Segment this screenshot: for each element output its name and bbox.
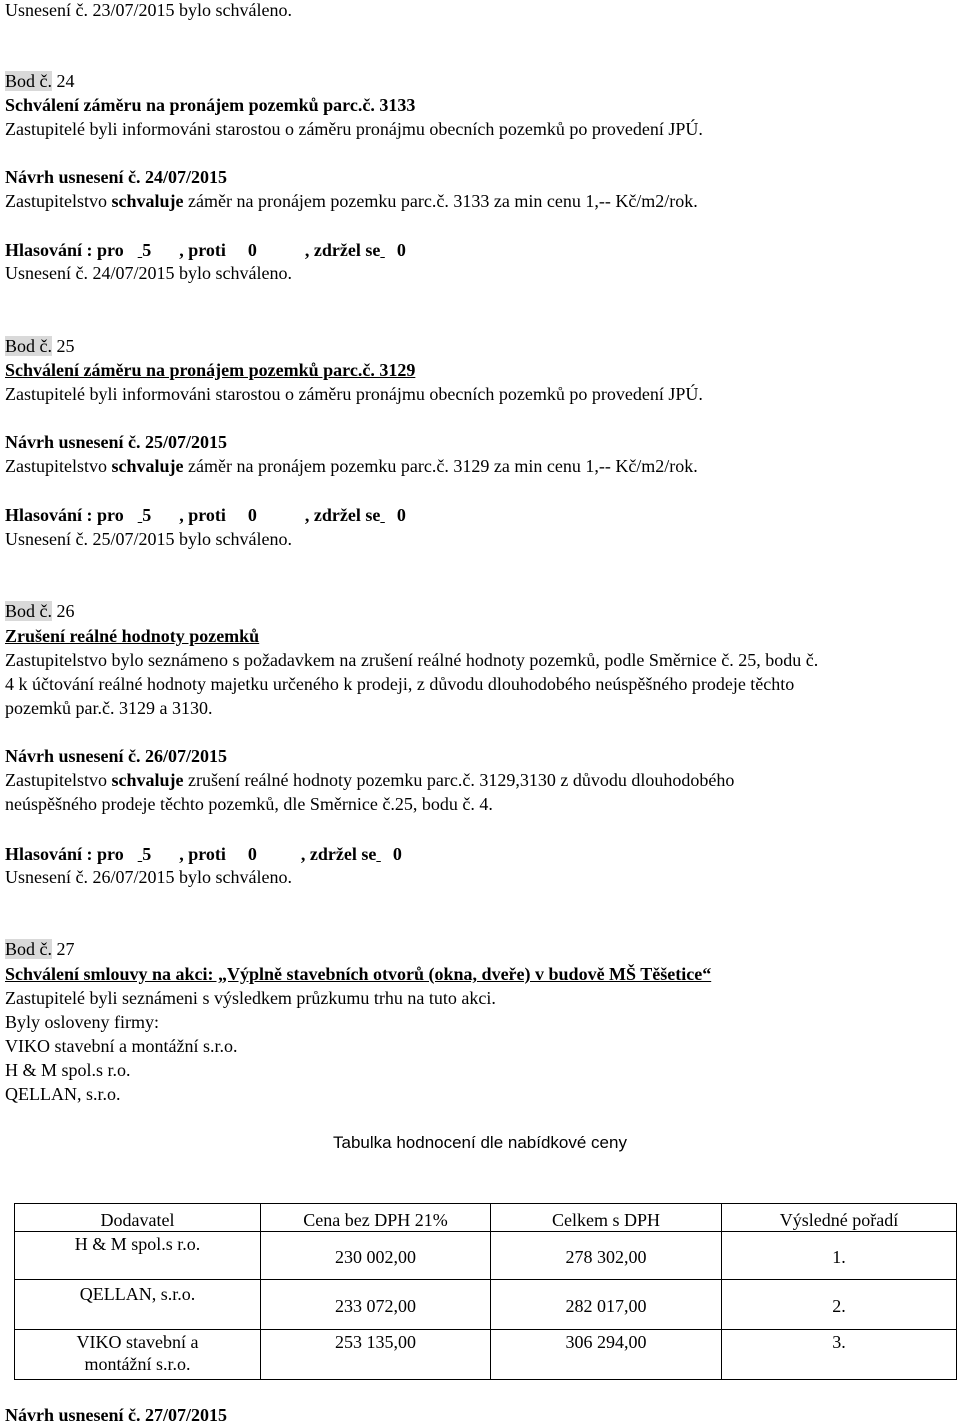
item-24-heading: Schválení záměru na pronájem pozemků parc.č. 3133 [5,95,416,115]
resolution-23-result: Usnesení č. 23/07/2015 bylo schváleno. [5,0,292,20]
item-24-vote: Hlasování : pro 5 , proti 0 , zdržel se 0 [5,240,406,260]
rank-cell: 2. [722,1280,957,1330]
item-27-firm-2: H & M spol.s r.o. [5,1060,131,1080]
item-25-decision: Zastupitelstvo schvaluje záměr na pronájem pozemku parc.č. 3129 za min cenu 1,-- Kč/m2/rok. [5,456,698,476]
item-25-heading: Schválení záměru na pronájem pozemků parc.č. 3129 [5,360,416,380]
item-25-info: Zastupitelé byli informováni starostou o záměru pronájmu obecních pozemků po provedení JPÚ. [5,384,703,404]
item-24-decision: Zastupitelstvo schvaluje záměr na pronájem pozemku parc.č. 3133 za min cenu 1,-- Kč/m2/rok. [5,191,698,211]
item-24-info: Zastupitelé byli informováni starostou o záměru pronájmu obecních pozemků po provedení JPÚ. [5,119,703,139]
item-25-proposal: Návrh usnesení č. 25/07/2015 [5,432,228,452]
offers-table [14,1203,957,1380]
supplier-cell: VIKO stavební a montážní s.r.o. [15,1330,261,1380]
supplier-cell: H & M spol.s r.o. [15,1232,261,1280]
item-26-heading: Zrušení reálné hodnoty pozemků [5,626,260,646]
price-cell: 253 135,00 [261,1330,491,1380]
item-26-decision: Zastupitelstvo schvaluje zrušení reálné hodnoty pozemku parc.č. 3129,3130 z důvodu dlouhodobého [5,770,735,790]
item-26-proposal: Návrh usnesení č. 26/07/2015 [5,746,228,766]
item-27-info-line-1: Zastupitelé byli seznámeni s výsledkem průzkumu trhu na tuto akci. [5,988,496,1008]
header-final-rank: Výsledné pořadí [722,1204,957,1232]
price-cell: 230 002,00 [261,1232,491,1280]
item-27-heading: Schválení smlouvy na akci: „Výplně stavebních otvorů (okna, dveře) v budově MŠ Těšetice“ [5,964,712,984]
item-26-info-line-3: pozemků par.č. 3129 a 3130. [5,698,213,718]
price-cell: 233 072,00 [261,1280,491,1330]
table-row [15,1232,957,1280]
table-row [15,1280,957,1330]
item-27-firm-3: QELLAN, s.r.o. [5,1084,121,1104]
table-row [15,1330,957,1380]
item-26-info-line-2: 4 k účtování reálné hodnoty majetku určeného k prodeji, z důvodu dlouhodobého neúspěšného prodeje těchto [5,674,795,694]
table-title: Tabulka hodnocení dle nabídkové ceny [333,1133,627,1152]
item-27-proposal: Návrh usnesení č. 27/07/2015 [5,1405,228,1425]
item-25-number: Bod č. 25 [5,336,75,356]
item-27-firm-1: VIKO stavební a montážní s.r.o. [5,1036,238,1056]
item-25-result: Usnesení č. 25/07/2015 bylo schváleno. [5,529,292,549]
table-header-row [15,1204,957,1232]
item-24-number: Bod č. 24 [5,71,75,91]
total-cell: 306 294,00 [491,1330,722,1380]
item-26-info-line-1: Zastupitelstvo bylo seznámeno s požadavkem na zrušení reálné hodnoty pozemků, podle Směrnice č. 25, bodu č. [5,650,819,670]
item-25-vote: Hlasování : pro 5 , proti 0 , zdržel se 0 [5,505,406,525]
supplier-cell: QELLAN, s.r.o. [15,1280,261,1330]
item-26-result: Usnesení č. 26/07/2015 bylo schváleno. [5,867,292,887]
item-24-proposal: Návrh usnesení č. 24/07/2015 [5,167,228,187]
header-total-incl-vat: Celkem s DPH [491,1204,722,1232]
header-supplier: Dodavatel [15,1204,261,1232]
item-24-result: Usnesení č. 24/07/2015 bylo schváleno. [5,263,292,283]
item-26-number: Bod č. 26 [5,601,75,621]
header-price-excl-vat: Cena bez DPH 21% [261,1204,491,1232]
rank-cell: 3. [722,1330,957,1380]
total-cell: 278 302,00 [491,1232,722,1280]
item-27-info-line-2: Byly osloveny firmy: [5,1012,159,1032]
item-26-decision-line-2: neúspěšného prodeje těchto pozemků, dle Směrnice č.25, bodu č. 4. [5,794,493,814]
item-27-number: Bod č. 27 [5,939,75,959]
item-26-vote: Hlasování : pro 5 , proti 0 , zdržel se 0 [5,844,402,864]
rank-cell: 1. [722,1232,957,1280]
total-cell: 282 017,00 [491,1280,722,1330]
